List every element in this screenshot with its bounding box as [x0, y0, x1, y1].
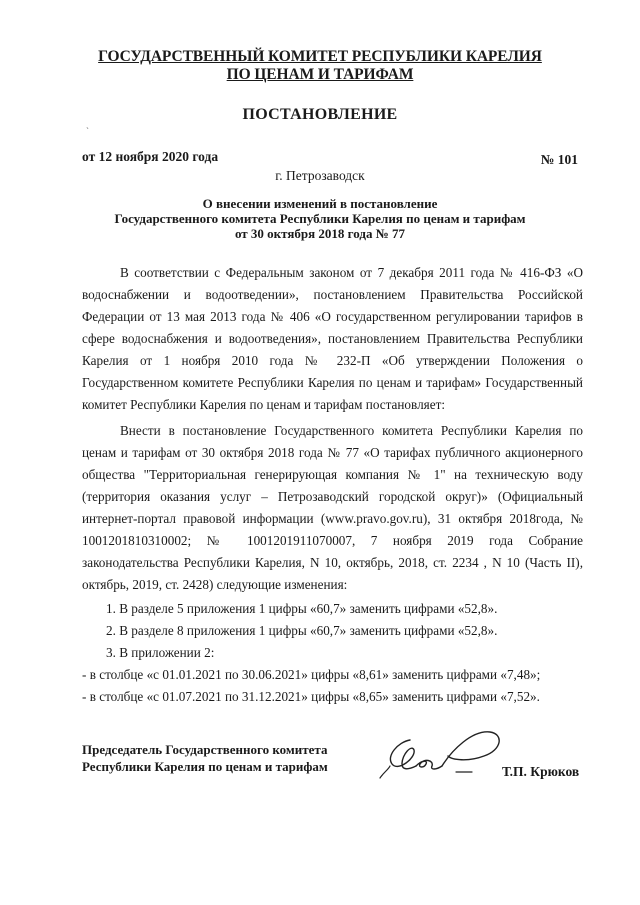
organization-title	[0, 48, 640, 84]
amendment-item: 2. В разделе 8 приложения 1 цифры «60,7» заменить цифрами «52,8».	[106, 623, 498, 638]
document-body	[82, 262, 583, 708]
amendment-subitem: - в столбце «с 01.07.2021 по 31.12.2021» цифры «8,65» заменить цифрами «7,52».	[82, 689, 540, 704]
amendments-list	[82, 598, 583, 708]
signatory-position	[82, 741, 328, 775]
organization-title-line1: ГОСУДАРСТВЕННЫЙ КОМИТЕТ РЕСПУБЛИКИ КАРЕЛИЯ	[98, 48, 542, 65]
subject-line3: от 30 октября 2018 года № 77	[234, 226, 406, 241]
subject-line1: О внесении изменений в постановление	[202, 196, 438, 211]
signatory-position-line1: Председатель Государственного комитета	[82, 742, 328, 757]
amendment-item: 1. В разделе 5 приложения 1 цифры «60,7» заменить цифрами «52,8».	[106, 601, 498, 616]
signatory-position-line2: Республики Карелия по ценам и тарифам	[82, 759, 328, 774]
amendment-item: 3. В приложении 2:	[106, 645, 215, 660]
document-city: г. Петрозаводск	[275, 168, 365, 183]
document-subject	[0, 196, 640, 241]
document-type-heading: ПОСТАНОВЛЕНИЕ	[242, 106, 398, 123]
subject-line2: Государственного комитета Республики Карелия по ценам и тарифам	[114, 211, 526, 226]
body-paragraph-preamble: В соответствии с Федеральным законом от 7 декабря 2011 года № 416-ФЗ «О водоснабжении и водоотведении», постановлением Правительства Российской Федерации от 13 мая 2013 года № 406 «О государственном регулировании тарифов в сфере водоснабжения и водоотведения», постановлением Правительства Республики Карелия от 1 ноября 2010 года № 232-П «Об утверждении Положения о Государственном комитете Республики Карелия по ценам и тарифам» Государственный комитет Республики Карелия по ценам и тарифам постановляет:	[82, 265, 583, 412]
signatory-name: Т.П. Крюков	[502, 764, 580, 779]
body-paragraph-resolution: Внести в постановление Государственного комитета Республики Карелия по ценам и тарифам от 30 октября 2018 года № 77 «О тарифах публичного акционерного общества "Территориальная генерирующая компания № 1" на техническую воду (территория оказания услуг – Петрозаводский городской округ)» (Официальный интернет-портал правовой информации (www.pravo.gov.ru), 31 октября 2018года, № 1001201810310002; № 1001201911070007, 7 ноября 2019 года Собрание законодательства Республики Карелия, N 10, октябрь, 2018, ст. 2234 , N 10 (Часть II), октябрь, 2019, ст. 2428) следующие изменения:	[82, 423, 583, 592]
document-date: от 12 ноября 2020 года	[82, 149, 219, 164]
organization-title-line2: ПО ЦЕНАМ И ТАРИФАМ	[226, 66, 414, 83]
amendment-subitem: - в столбце «с 01.01.2021 по 30.06.2021» цифры «8,61» заменить цифрами «7,48»;	[82, 667, 541, 682]
handwritten-signature	[372, 720, 512, 782]
document-number: № 101	[540, 152, 578, 167]
tick-mark: `	[86, 126, 89, 136]
